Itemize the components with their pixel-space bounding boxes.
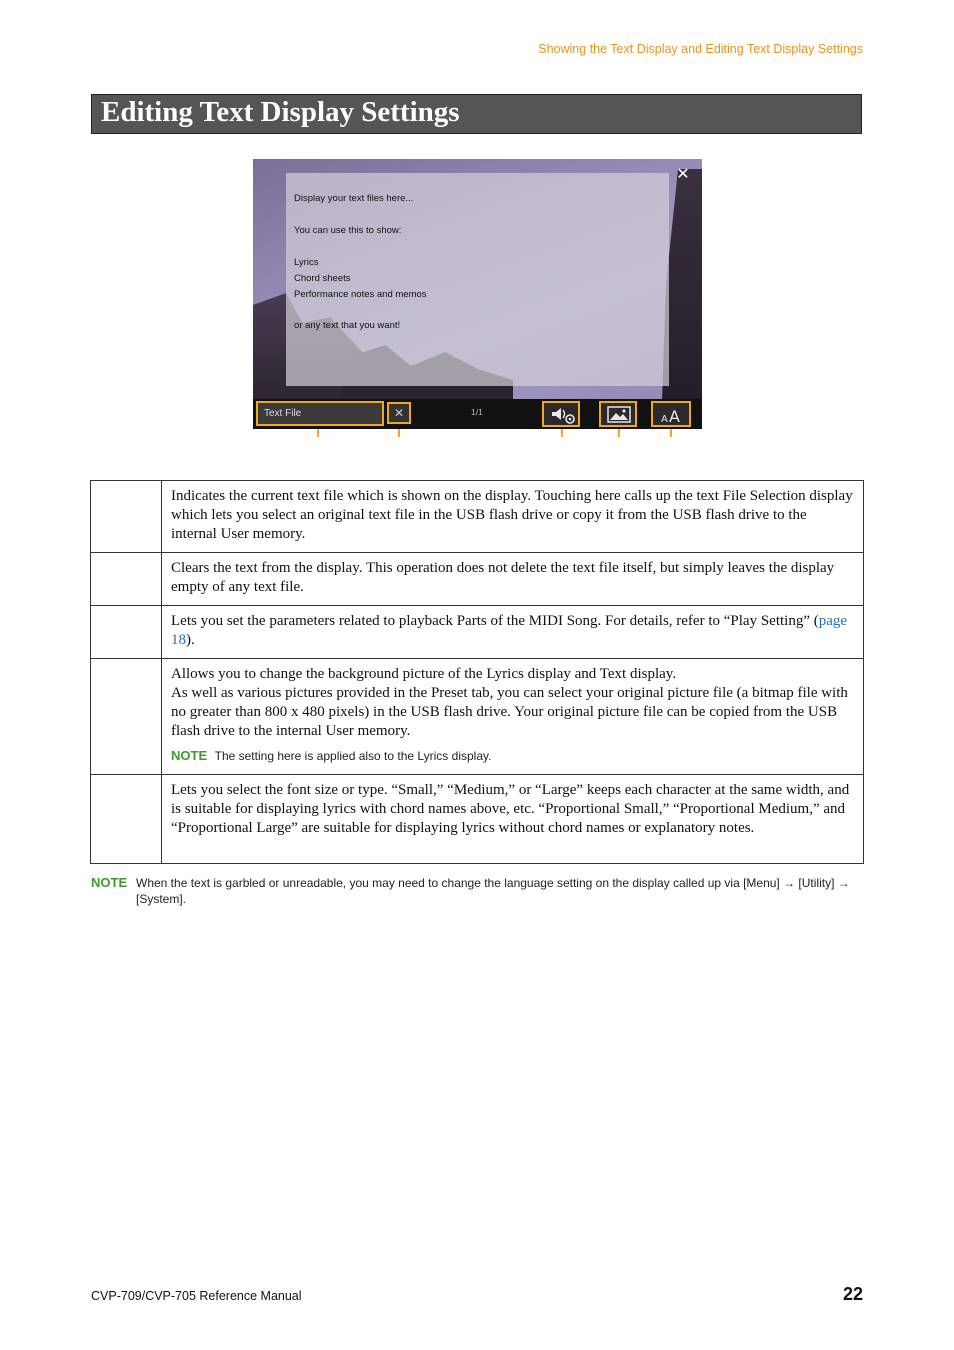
text-line: Lyrics xyxy=(294,257,319,268)
text-line: Performance notes and memos xyxy=(294,289,427,300)
text-line: Display your text files here... xyxy=(294,193,414,204)
font-button[interactable] xyxy=(651,401,691,427)
text-display-screenshot xyxy=(253,159,702,429)
text-line: Chord sheets xyxy=(294,273,351,284)
note-text: The setting here is applied also to the Lyrics display. xyxy=(214,749,492,763)
x-icon: ✕ xyxy=(393,406,405,420)
row-label-cell xyxy=(91,606,162,659)
row-description: Indicates the current text file which is shown on the display. Touching here calls up the text File Selection display which lets you select an original text file in the USB flash drive or copy it from the USB flash drive to the internal User memory. xyxy=(162,481,864,553)
footer-manual-title: CVP-709/CVP-705 Reference Manual xyxy=(91,1289,302,1303)
note-text: When the text is garbled or unreadable, you may need to change the language setting on the display called up via [Menu] → [Utility] → [System]. xyxy=(136,876,850,906)
callout-text-file xyxy=(317,429,319,437)
row-label-cell xyxy=(91,775,162,864)
row-description: Lets you select the font size or type. “Small,” “Medium,” or “Large” keeps each character at the same width, and is suitable for displaying lyrics with chord names above, etc. “Proportional Small,” “Proportional Medium,” and “Proportional Large” are suitable for displaying lyrics without chord names or explanatory notes. xyxy=(162,775,864,864)
text-line: or any text that you want! xyxy=(294,320,401,331)
svg-text:A: A xyxy=(661,414,668,424)
inline-note xyxy=(171,746,854,766)
row-text: Lets you set the parameters related to playback Parts of the MIDI Song. For details, refer to “Play Setting” ( xyxy=(171,613,819,629)
font-size-icon xyxy=(659,406,685,424)
description-table xyxy=(90,480,864,864)
text-file-button[interactable] xyxy=(256,401,384,426)
background-picture-button[interactable] xyxy=(599,401,637,427)
page-number: 22 xyxy=(842,1284,863,1304)
text-file-label: Text File xyxy=(264,408,302,419)
callout-font xyxy=(670,429,672,437)
running-header: Showing the Text Display and Editing Text Display Settings xyxy=(538,42,863,56)
bottom-note xyxy=(91,875,861,907)
close-icon[interactable]: ✕ xyxy=(676,164,690,183)
row-label-cell xyxy=(91,481,162,553)
callout-play-setting xyxy=(561,429,563,437)
bottom-toolbar xyxy=(253,399,702,429)
row-text: ). xyxy=(186,632,195,648)
table-row xyxy=(91,606,864,659)
table-row xyxy=(91,659,864,775)
row-label-cell xyxy=(91,553,162,606)
text-display-panel xyxy=(286,173,669,386)
table-row xyxy=(91,775,864,864)
text-line: You can use this to show: xyxy=(294,225,402,236)
section-title: Editing Text Display Settings xyxy=(101,96,460,128)
speaker-settings-icon xyxy=(550,406,576,424)
page-count: 1/1 xyxy=(471,407,483,417)
table-row xyxy=(91,481,864,553)
row-description xyxy=(162,606,864,659)
callout-background xyxy=(618,429,620,437)
note-label: NOTE xyxy=(171,748,208,763)
play-setting-button[interactable] xyxy=(542,401,580,427)
callout-clear xyxy=(398,429,400,437)
row-text: As well as various pictures provided in the Preset tab, you can select your original picture file (a bitmap file with no greater than 800 x 480 pixels) in the USB flash drive. Your original picture file can be copied from the USB flash drive to the internal User memory. xyxy=(171,685,848,739)
page-link[interactable]: page 18 xyxy=(171,613,848,648)
section-title-bar xyxy=(91,94,862,134)
row-label-cell xyxy=(91,659,162,775)
row-description: Clears the text from the display. This operation does not delete the text file itself, but simply leaves the display empty of any text file. xyxy=(162,553,864,606)
note-label: NOTE xyxy=(91,875,128,890)
row-text: Allows you to change the background picture of the Lyrics display and Text display. xyxy=(171,666,677,682)
row-description xyxy=(162,659,864,775)
clear-text-button[interactable] xyxy=(387,402,411,424)
svg-text:A: A xyxy=(669,407,680,424)
table-row xyxy=(91,553,864,606)
picture-icon xyxy=(607,406,631,424)
